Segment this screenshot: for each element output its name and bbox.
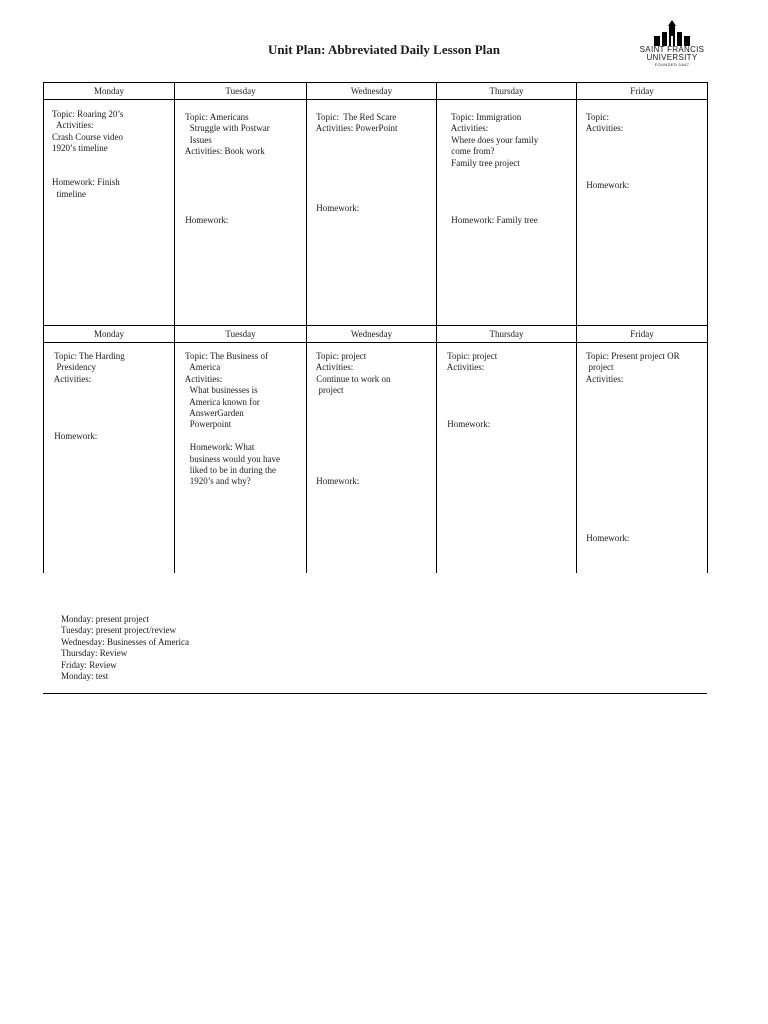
cell-line: Homework: (584, 533, 630, 544)
cell-line: America (183, 362, 221, 373)
week1-day-header: Wednesday (350, 86, 393, 96)
cell-line: Topic: The Harding (52, 351, 125, 361)
cell-line: Crash Course video (52, 131, 123, 142)
cell-line (445, 397, 497, 408)
cell-line (584, 522, 680, 533)
cell-line: project (314, 385, 344, 396)
cell-line (314, 419, 391, 430)
cell-line (183, 431, 280, 442)
cell-line: Topic: Americans (183, 112, 249, 122)
cell-line (445, 374, 497, 385)
cell-line: Presidency (52, 362, 96, 373)
cell-line (584, 397, 680, 408)
cell-line (314, 465, 391, 476)
cell-line: Where does your family (449, 134, 539, 145)
logo-line-founded: FOUNDED 1847 (654, 62, 690, 67)
cell-line (314, 180, 398, 191)
cell-line (584, 408, 680, 419)
lesson-plan-grid (43, 82, 708, 573)
cell-line: come from? (449, 146, 495, 157)
cell-line: Activities: (584, 123, 624, 134)
schedule-notes (61, 614, 189, 682)
cell-line (449, 192, 538, 203)
schedule-line: Monday: present project (61, 614, 149, 624)
week2-cell (52, 351, 125, 442)
cell-line: Homework: Family tree (449, 214, 538, 225)
cell-line (584, 465, 680, 476)
cell-line: Homework: (183, 214, 229, 225)
cell-line: Activities: Book work (183, 146, 265, 157)
cell-line (584, 419, 680, 430)
week1-cell (584, 112, 629, 192)
cell-line (52, 155, 123, 166)
cell-line: Topic: project (314, 351, 367, 361)
week1-day-header: Friday (630, 86, 654, 96)
cell-line (52, 419, 125, 430)
cell-line (314, 135, 398, 146)
cell-line: Activities: (52, 373, 92, 384)
cell-line (584, 385, 680, 396)
page-title: Unit Plan: Abbreviated Daily Lesson Plan (268, 42, 500, 57)
cell-line (584, 146, 629, 157)
cell-line: Activities: (445, 362, 485, 373)
week1-cell (449, 112, 538, 226)
cell-line: Activities: (183, 373, 223, 384)
week2-day-header: Friday (630, 329, 654, 339)
cell-line (314, 158, 398, 169)
cell-line (314, 169, 398, 180)
cell-line (314, 408, 391, 419)
cell-line (584, 476, 680, 487)
cell-line: Activities: (584, 373, 624, 384)
cell-line (183, 192, 270, 203)
cell-line: What businesses is (183, 385, 258, 396)
cell-line: business would you have (183, 453, 280, 464)
cell-line: Homework: (584, 180, 630, 191)
cell-line: Activities: PowerPoint (314, 123, 398, 134)
week1-cell (314, 112, 398, 215)
week1-cell (183, 112, 270, 226)
cell-line: Topic: The Business of (183, 351, 269, 361)
schedule-line: Tuesday: present project/review (61, 625, 177, 636)
cell-line: Homework: (314, 203, 360, 214)
schedule-line: Wednesday: Businesses of America (61, 636, 189, 647)
week2-cell (314, 351, 391, 488)
cell-line (52, 397, 125, 408)
cell-line: America known for (183, 396, 260, 407)
cell-line (584, 169, 629, 180)
cell-line: Family tree project (449, 157, 520, 168)
cell-line (314, 146, 398, 157)
logo-line-university: UNIVERSITY (646, 53, 698, 62)
cell-line (314, 431, 391, 442)
university-logo (626, 20, 718, 74)
cell-line (183, 203, 270, 214)
cell-line (584, 511, 680, 522)
cell-line (449, 203, 538, 214)
cell-line: Activities: (52, 120, 94, 131)
cell-line (584, 488, 680, 499)
bottom-divider (43, 693, 707, 694)
cell-line: Homework: What (183, 442, 255, 453)
cell-line: project (584, 362, 614, 373)
cell-line: Continue to work on (314, 373, 391, 384)
cell-line (584, 442, 680, 453)
cell-line (314, 192, 398, 203)
cell-line: Topic: Present project OR (584, 351, 680, 361)
week1-day-header: Monday (94, 86, 124, 96)
cell-line: Issues (183, 134, 212, 145)
cell-line (183, 169, 270, 180)
cell-line: liked to be in during the (183, 465, 276, 476)
cell-line (584, 158, 629, 169)
cell-line: Homework: (52, 430, 98, 441)
chapel-icon (650, 20, 694, 46)
cell-line (183, 158, 270, 169)
cell-line (584, 431, 680, 442)
cell-line (52, 408, 125, 419)
cell-line: Topic: Roaring 20’s (52, 109, 124, 119)
cell-line (445, 385, 497, 396)
cell-line: 1920’s and why? (183, 476, 251, 487)
cell-line: Homework: (314, 476, 360, 487)
week1-cell (52, 109, 123, 200)
cell-line: AnswerGarden (183, 408, 244, 419)
week2-day-header: Wednesday (350, 329, 393, 339)
week2-cell (584, 351, 680, 545)
cell-line: timeline (52, 188, 86, 199)
cell-line (52, 385, 125, 396)
cell-line (584, 499, 680, 510)
cell-line (52, 166, 123, 177)
week2-day-header: Monday (94, 329, 124, 339)
cell-line (314, 397, 391, 408)
cell-line (314, 454, 391, 465)
logo-line-saint-francis: SAINT FRANCIS (639, 45, 705, 54)
cell-line (584, 135, 629, 146)
cell-line: Topic: (584, 112, 609, 122)
week2-day-header: Tuesday (225, 329, 256, 339)
cell-line: Activities: (449, 123, 489, 134)
cell-line: Powerpoint (183, 419, 232, 430)
schedule-line: Monday: test (61, 671, 109, 682)
cell-line (449, 180, 538, 191)
week2-cell (183, 351, 280, 488)
cell-line (449, 169, 538, 180)
cell-line (314, 442, 391, 453)
cell-line (183, 180, 270, 191)
schedule-line: Thursday: Review (61, 648, 128, 659)
cell-line: Activities: (314, 362, 354, 373)
cell-line (445, 408, 497, 419)
week2-cell (445, 351, 497, 431)
week2-day-header: Thursday (489, 329, 524, 339)
cell-line: Homework: (445, 419, 491, 430)
cell-line: Homework: Finish (52, 177, 120, 188)
week1-day-header: Tuesday (225, 86, 256, 96)
cell-line (584, 454, 680, 465)
cell-line: Topic: Immigration (449, 112, 522, 122)
cell-line: Struggle with Postwar (183, 123, 270, 134)
week1-day-header: Thursday (489, 86, 524, 96)
cell-line: 1920’s timeline (52, 143, 108, 154)
cell-line: Topic: The Red Scare (314, 112, 397, 122)
cell-line: Topic: project (445, 351, 498, 361)
schedule-line: Friday: Review (61, 659, 117, 670)
